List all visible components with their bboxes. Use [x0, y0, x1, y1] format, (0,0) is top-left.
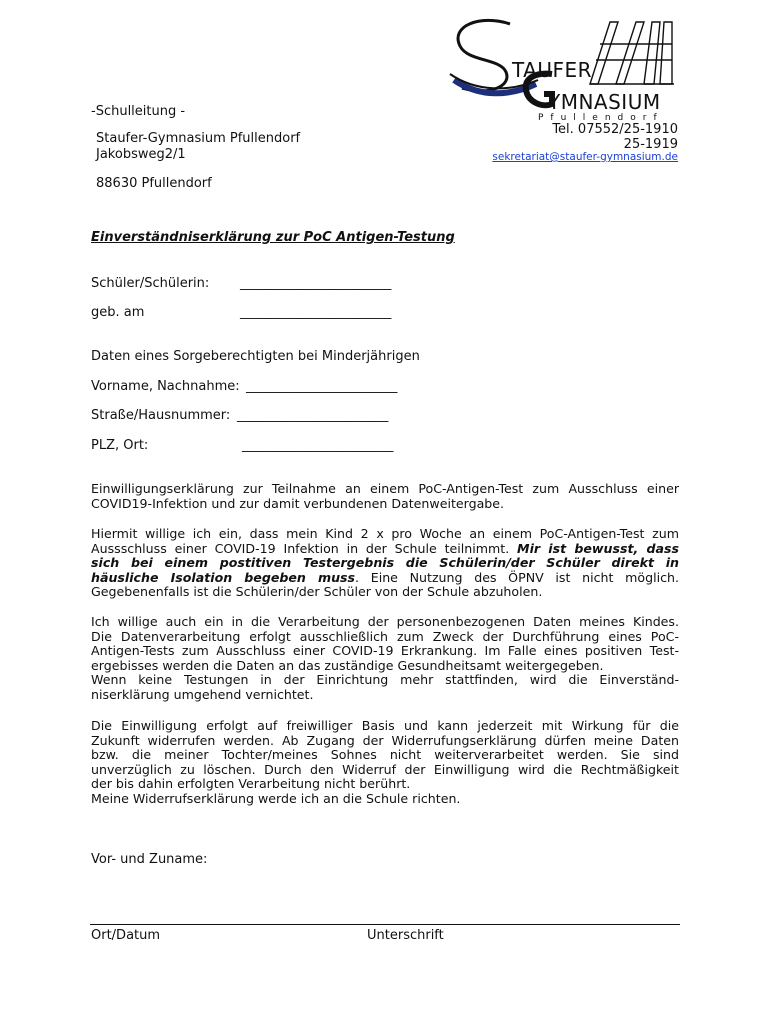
paragraph-consent-intro	[91, 482, 679, 511]
plz-field[interactable]: ________________________	[242, 438, 394, 453]
email-link[interactable]: sekretariat@staufer-gymnasium.de	[492, 151, 678, 163]
paragraph-line: Zukunft widerrufen werden. Ab Zugang der Widerrufungserklärung dürfen meine Daten	[91, 732, 679, 748]
schueler-label: Schüler/Schülerin:	[91, 276, 210, 291]
signature-line	[90, 924, 680, 925]
address-line-1: Staufer-Gymnasium Pfullendorf	[96, 131, 301, 146]
fax-number: 25-1919	[623, 137, 678, 152]
address-line-3: 88630 Pfullendorf	[96, 176, 212, 191]
emphasis-text: häusliche Isolation begeben muss	[91, 569, 356, 585]
paragraph-text: . Eine Nutzung des ÖPNV ist nicht möglich.	[355, 569, 679, 585]
vorname-field[interactable]: ________________________	[246, 379, 398, 394]
emphasis-text: Mir ist bewusst, dass	[517, 540, 679, 556]
geb-label: geb. am	[91, 305, 145, 320]
paragraph-line: niserklärung umgehend vernichtet.	[91, 686, 314, 702]
geb-field[interactable]: ________________________	[240, 305, 392, 320]
strasse-label: Straße/Hausnummer:	[91, 408, 231, 423]
paragraph-line: Gegebenenfalls ist die Schülerin/der Schüler von der Schule abzuholen.	[91, 584, 543, 600]
school-logo	[440, 14, 680, 124]
paragraph-line: Die Datenverarbeitung erfolgt ausschließlich zum Zweck der Durchführung eines PoC-	[91, 628, 679, 644]
paragraph-text: Aussschluss einer COVID-19 Infektion in der Schule teilnimmt.	[91, 540, 518, 556]
paragraph-line: COVID19-Infektion und zur damit verbundenen Datenweitergabe.	[91, 495, 505, 511]
guardian-heading: Daten eines Sorgeberechtigten bei Minderjährigen	[91, 349, 420, 364]
paragraph-data-processing	[91, 615, 679, 703]
paragraph-revocation	[91, 719, 679, 807]
plz-label: PLZ, Ort:	[91, 438, 149, 453]
place-date-label: Ort/Datum	[91, 928, 161, 943]
paragraph-line: ergebisses werden die Daten an das zuständige Gesundheitsamt weitergegeben.	[91, 657, 604, 673]
name-label: Vor- und Zuname:	[91, 852, 208, 867]
paragraph-test-consent	[91, 527, 679, 600]
strasse-field[interactable]: ________________________	[237, 408, 389, 423]
paragraph-line: der bis dahin erfolgten Verarbeitung nicht berührt.	[91, 776, 411, 792]
phone-number: Tel. 07552/25-1910	[552, 122, 678, 137]
document-title: Einverständniserklärung zur PoC Antigen-Testung	[91, 230, 455, 245]
sender-title: -Schulleitung -	[91, 104, 186, 119]
address-line-2: Jakobsweg2/1	[96, 147, 186, 162]
logo-word-bottom: YMNASIUM	[548, 90, 661, 114]
paragraph-line: Einwilligungserklärung zur Teilnahme an einem PoC-Antigen-Test zum Ausschluss einer	[91, 481, 679, 496]
schueler-field[interactable]: ________________________	[240, 276, 392, 291]
paragraph-line: unverzüglich zu löschen. Durch den Widerruf der Einwilligung wird die Rechtmäßigkeit	[91, 761, 679, 777]
paragraph-line: Wenn keine Testungen in der Einrichtung mehr stattfinden, wird die Einverständ-	[91, 672, 679, 688]
paragraph-line: Meine Widerrufserklärung werde ich an die Schule richten.	[91, 790, 461, 806]
paragraph-line	[91, 571, 679, 586]
paragraph-line: Hiermit willige ich ein, dass mein Kind 2 x pro Woche an einem PoC-Antigen-Test zum	[91, 526, 679, 541]
signature-label: Unterschrift	[367, 928, 444, 943]
paragraph-line: Die Einwilligung erfolgt auf freiwilliger Basis und kann jederzeit mit Wirkung für die	[91, 718, 679, 733]
paragraph-line	[91, 542, 679, 557]
emphasis-line: sich bei einem postitiven Testergebnis die Schülerin/der Schüler direkt in	[91, 555, 679, 571]
vorname-label: Vorname, Nachnahme:	[91, 379, 240, 394]
logo-word-small: Pfullendorf	[538, 113, 664, 123]
paragraph-line: bzw. die meiner Tochter/meines Sohnes nicht weiterverarbeitet werden. Sie sind	[91, 747, 679, 763]
paragraph-line: Ich willige auch ein in die Verarbeitung der personenbezogenen Daten meines Kindes.	[91, 614, 679, 629]
paragraph-line: Antigen-Tests zum Ausschluss einer COVID-19 Erkrankung. Im Falle eines positiven Test-	[91, 643, 679, 659]
logo-word-top: TAUFER	[512, 58, 593, 82]
